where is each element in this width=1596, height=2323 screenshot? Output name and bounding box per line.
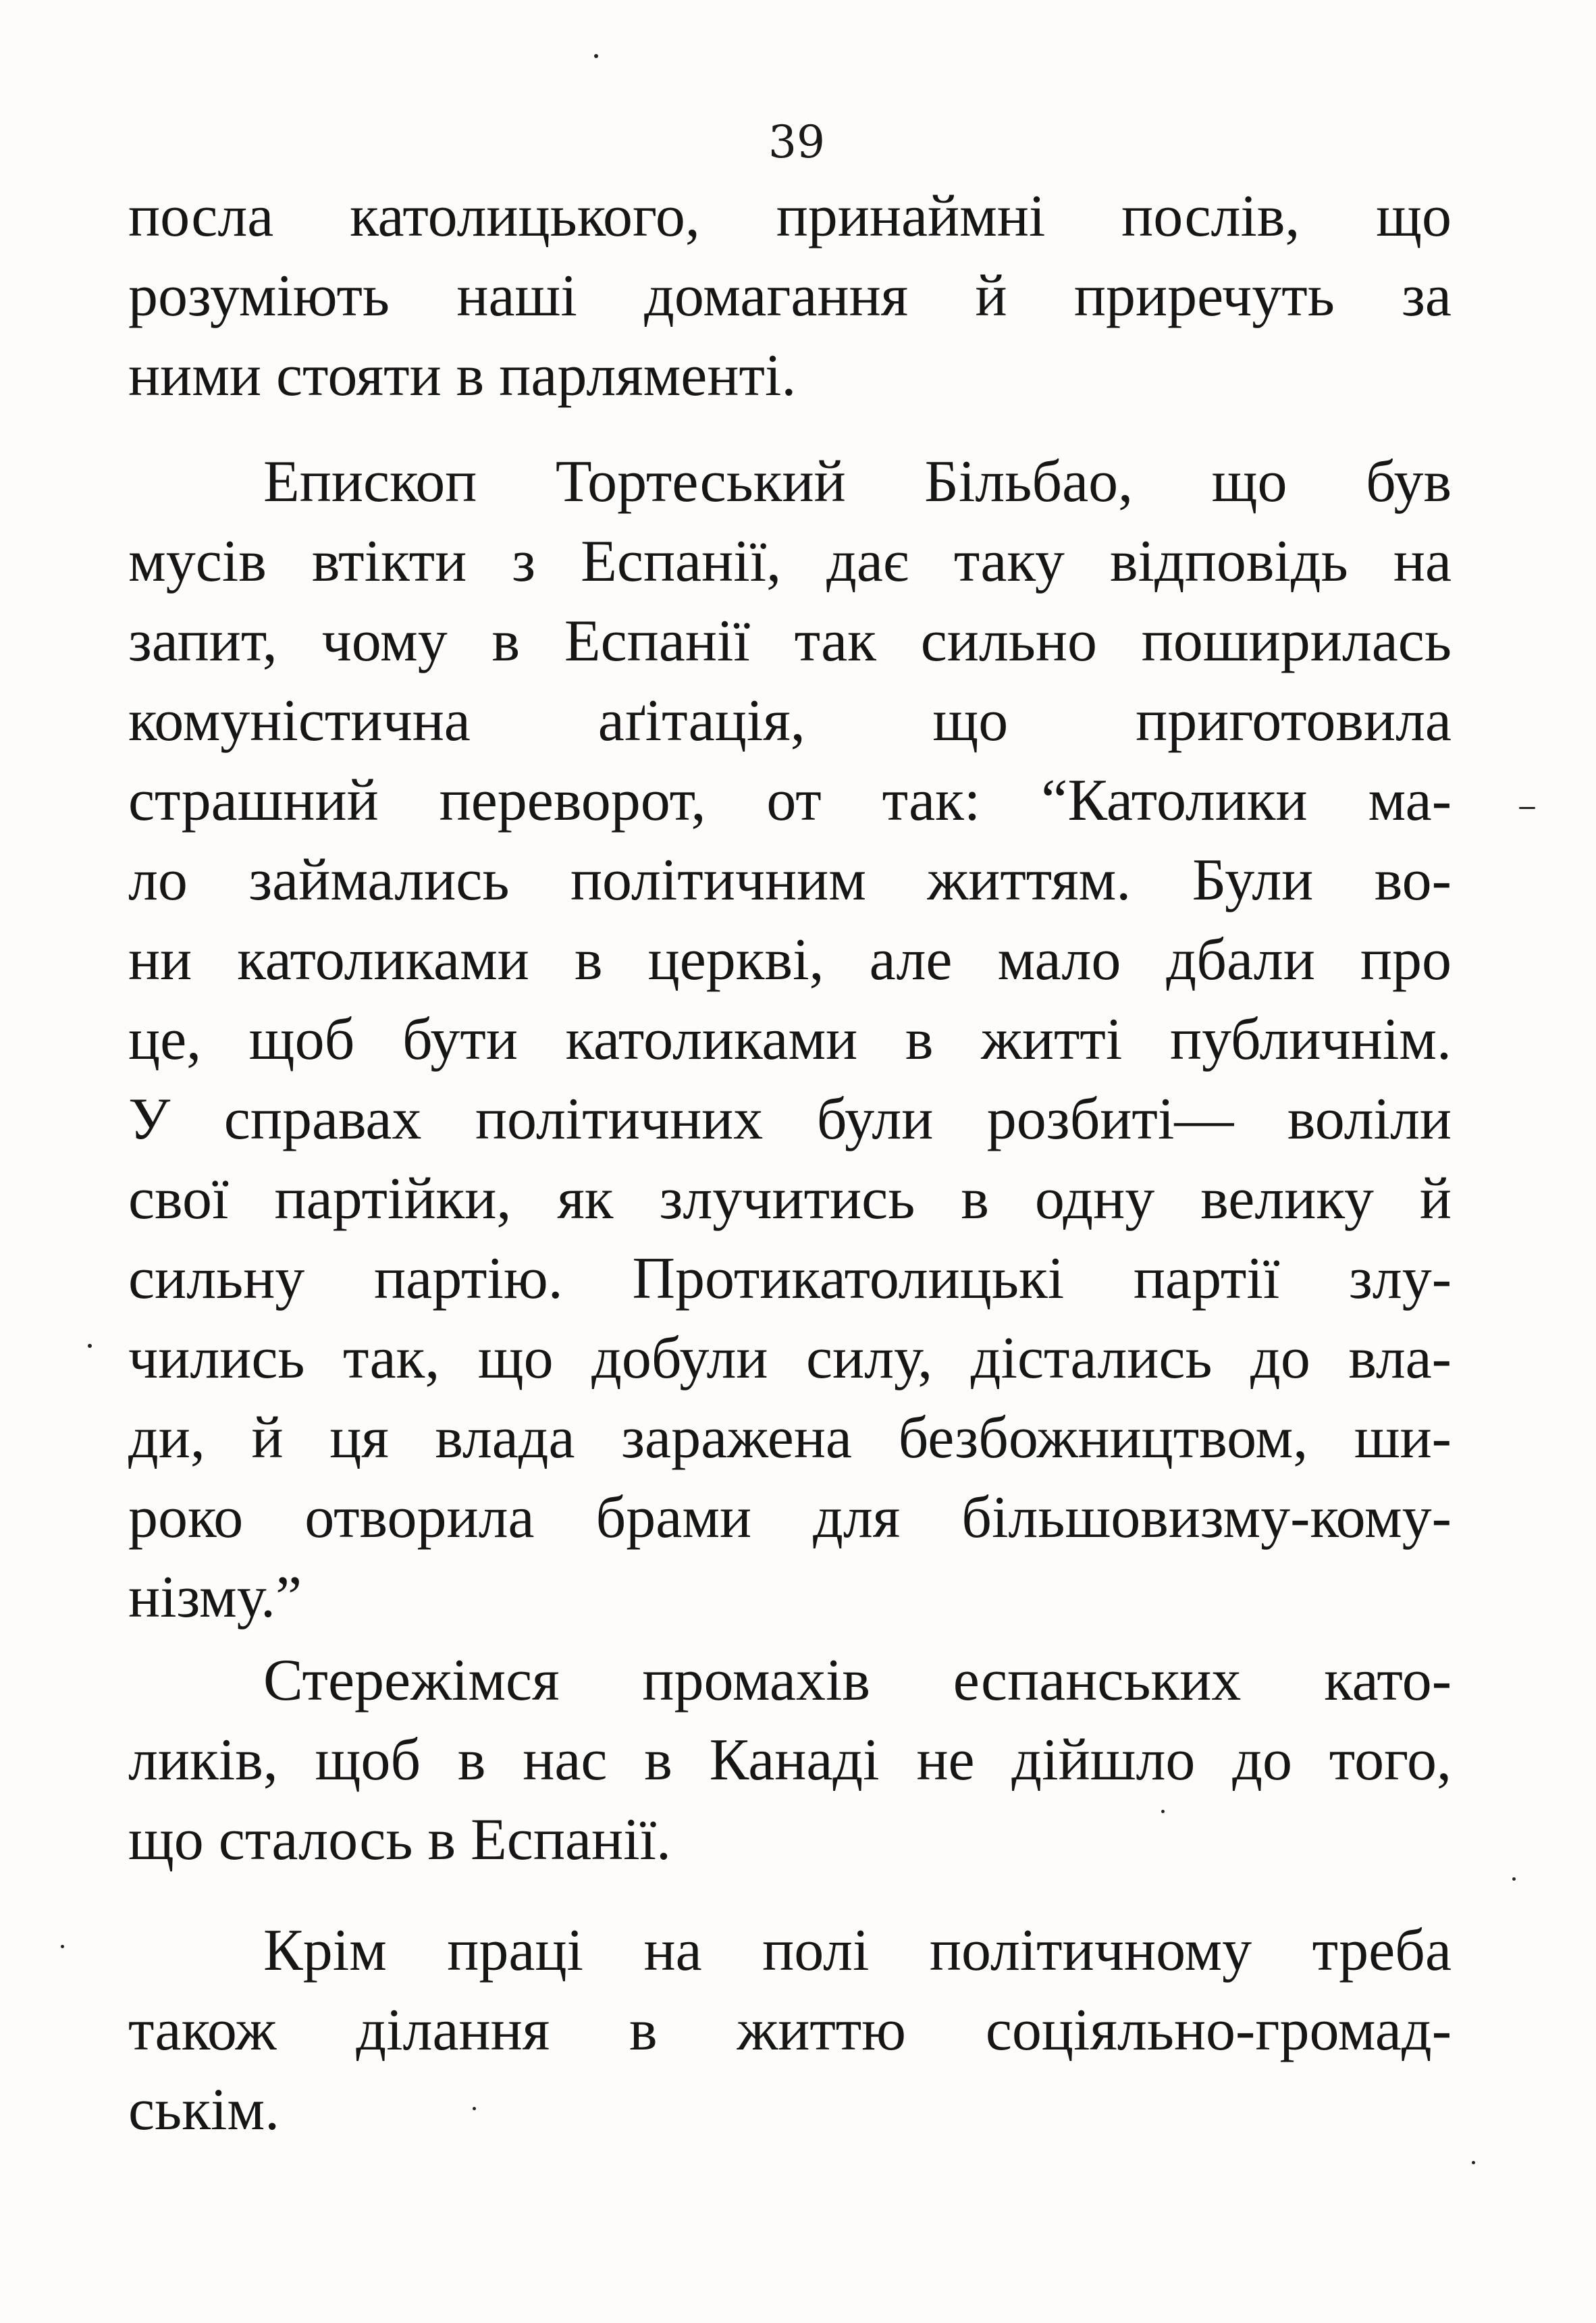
paragraph-4 (128, 1911, 1452, 2150)
scan-speck (88, 1344, 92, 1348)
text-line: це, щоб бути католиками в житті публичнім. (128, 1007, 1452, 1072)
scan-speck (1472, 2161, 1475, 2164)
text-line: розуміють наші домагання й приречуть за (128, 263, 1452, 329)
text-line: ло займались політичним життям. Були во- (128, 847, 1452, 913)
page-number: 39 (768, 116, 825, 168)
text-line: комуністична аґітація, що приготовила (128, 688, 1452, 754)
text-line: мусів втікти з Еспанії, дає таку відповідь на (128, 529, 1452, 594)
text-line: У справах політичних були розбиті— воліли (128, 1087, 1452, 1152)
text-line: страшний переворот, от так: “Католики ма- (128, 768, 1452, 833)
scan-speck (1161, 1810, 1165, 1813)
text-line: запит, чому в Еспанії так сильно поширилась (128, 608, 1452, 674)
text-line: нізму.” (128, 1565, 302, 1630)
text-line: Епископ Тортеський Більбао, що був (263, 449, 1452, 515)
text-line: Стережімся промахів еспанських като- (263, 1648, 1452, 1713)
text-line: що сталось в Еспанії. (128, 1807, 671, 1873)
text-line: ди, й ця влада заражена безбожництвом, ши- (128, 1405, 1452, 1471)
scan-speck (1519, 807, 1535, 809)
text-line: посла католицького, принаймні послів, що (128, 184, 1452, 249)
text-line: ськім. (128, 2077, 280, 2143)
text-line: ни католиками в церкві, але мало дбали про (128, 927, 1452, 993)
text-line: ликів, щоб в нас в Канаді не дійшло до того, (128, 1727, 1452, 1793)
scan-speck (61, 1945, 64, 1948)
scan-speck (594, 54, 598, 58)
text-line: чились так, що добули силу, дістались до вла- (128, 1326, 1452, 1391)
paragraph-3 (128, 1641, 1452, 1880)
scan-speck (473, 2107, 476, 2110)
text-line: сильну партію. Протикатолицькі партії злу- (128, 1246, 1452, 1311)
text-line: роко отворила брами для більшовизму-кому- (128, 1485, 1452, 1550)
paragraph-1 (128, 177, 1452, 416)
text-line: ними стояти в парляменті. (128, 343, 797, 409)
paragraph-2 (128, 442, 1452, 1638)
text-line: також ділання в життю соціяльно-громад- (128, 1998, 1452, 2063)
scan-speck (1512, 1877, 1516, 1881)
text-line: свої партійки, як злучитись в одну велику й (128, 1166, 1452, 1232)
text-line: Крім праці на полі політичному треба (263, 1918, 1452, 1983)
